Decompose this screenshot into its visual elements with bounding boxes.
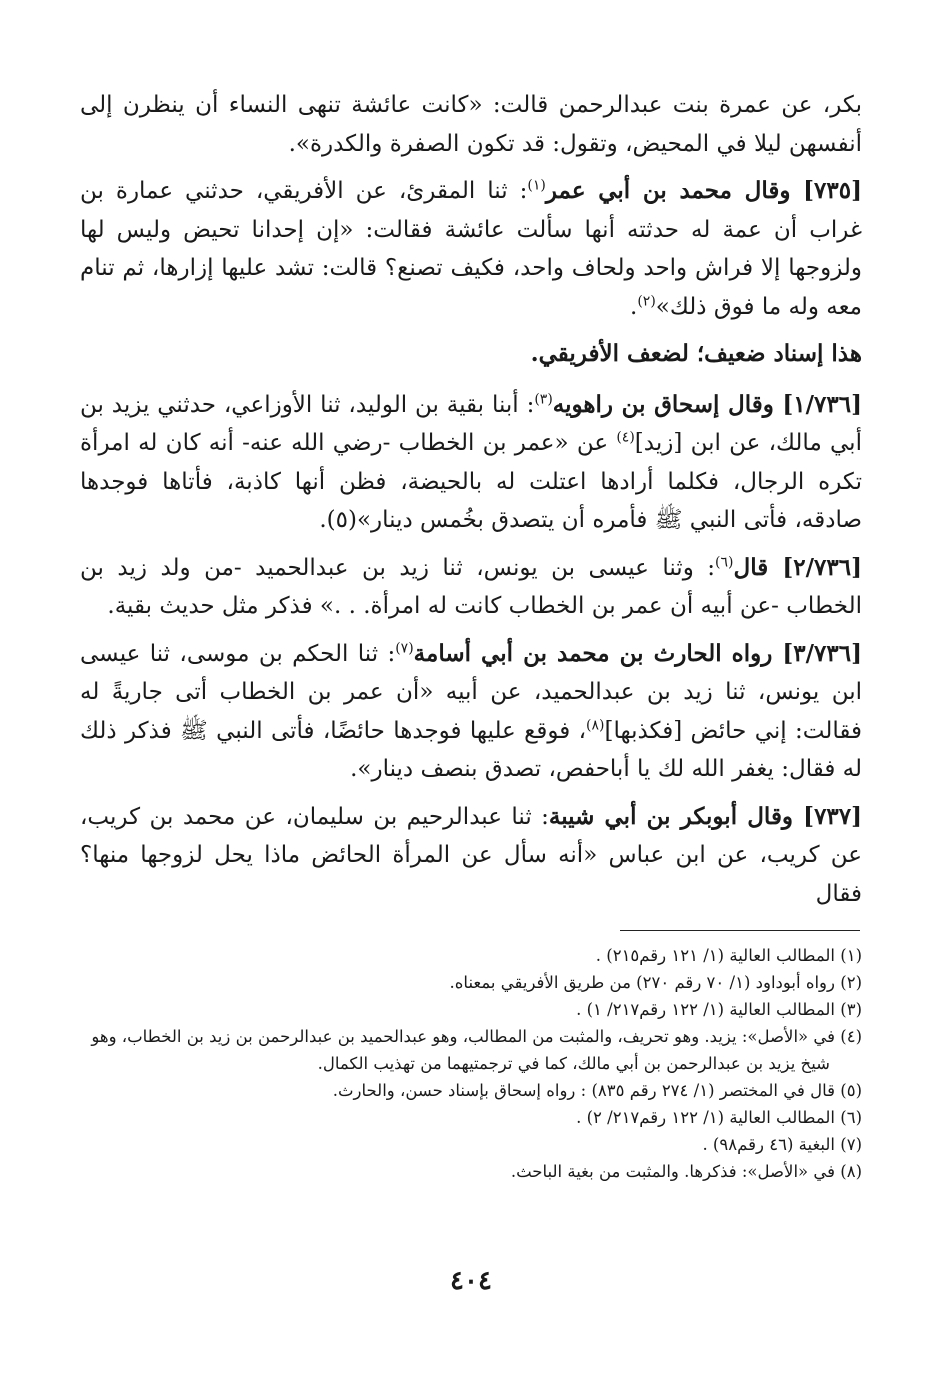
footnote-7: (٧) البغية (٤٦ رقم٩٨) . bbox=[702, 1135, 862, 1154]
narration-heading: [٧٣٥] وقال محمد بن أبي عمر bbox=[545, 177, 862, 204]
footnote-ref: (٣) bbox=[534, 390, 553, 407]
narration-heading: [١/٧٣٦] وقال إسحاق بن راهويه bbox=[552, 390, 862, 418]
paragraph-736-1 bbox=[80, 386, 862, 540]
grading-note bbox=[80, 335, 862, 374]
footnote-divider bbox=[620, 930, 860, 931]
paragraph-tail: . bbox=[630, 293, 638, 320]
footnote-6: (٦) المطالب العالية (١/ ١٢٢ رقم٢١٧/ ٢) . bbox=[576, 1108, 862, 1127]
paragraph-text: : وثنا عيسى بن يونس، ثنا زيد بن عبدالحميد -من ولد زيد بن الخطاب -عن أبيه أن عمر بن الخطاب كانت له امرأة. . .» فذكر مثل حديث بقية. bbox=[80, 554, 862, 619]
footnote-ref: (٦) bbox=[715, 553, 734, 570]
paragraph-text: : ثنا الحكم بن موسى، ثنا عيسى ابن يونس، ثنا زيد بن عبدالحميد، عن أبيه «أن عمر بن الخطاب أتى جاريةً له فقالت: إني حائض [فكذبها] bbox=[80, 640, 862, 744]
page-number: ٤٠٤ bbox=[450, 1266, 492, 1296]
footnote-5: (٥) قال في المختصر (١/ ٢٧٤ رقم ٨٣٥) : رواه إسحاق بإسناد حسن، والحارث. bbox=[332, 1081, 862, 1100]
footnote-8: (٨) في «الأصل»: فذكرها. والمثبت من بغية الباحث. bbox=[510, 1162, 862, 1181]
footnote-ref: (٢) bbox=[637, 292, 656, 309]
footnote-2: (٢) رواه أبوداود (١/ ٧٠ رقم ٢٧٠) من طريق الأفريقي بمعناه. bbox=[449, 973, 862, 992]
paragraph-1 bbox=[80, 86, 862, 163]
footnote-3: (٣) المطالب العالية (١/ ١٢٢ رقم٢١٧/ ١) . bbox=[576, 1000, 862, 1019]
paragraph-tail: عن «عمر بن الخطاب -رضي الله عنه- أنه كان له امرأة تكره الرجال، فكلما أرادها اعتلت له بالحيضة، فظن أنها كاذبة، فأتاها فوجدها صادقه، فأتى النبي ﷺ فأمره أن يتصدق بخُمس دينار»(٥). bbox=[80, 430, 862, 533]
paragraph-text: بكر، عن عمرة بنت عبدالرحمن قالت: «كانت عائشة تنهى النساء أن ينظرن إلى أنفسهن ليلا في المحيض، وتقول: قد تكون الصفرة والكدرة». bbox=[80, 92, 862, 157]
narration-heading: [٣/٧٣٦] رواه الحارث بن محمد بن أبي أسامة bbox=[413, 639, 862, 667]
grading-text: هذا إسناد ضعيف؛ لضعف الأفريقي. bbox=[530, 340, 862, 367]
footnote-ref: (٨) bbox=[586, 716, 605, 733]
narration-heading: [٧٣٧] وقال أبوبكر بن أبي شيبة bbox=[548, 802, 863, 830]
footnote-ref: (١) bbox=[527, 177, 546, 194]
paragraph-tail: ، فوقع عليها فوجدها حائضًا، فأتى النبي ﷺ فذكر ذلك له فقال: يغفر الله لك يا أباحفص، تصدق بنصف دينار». bbox=[80, 717, 862, 782]
footnote-ref: (٤) bbox=[616, 429, 635, 446]
paragraph-text: : ثنا المقرئ، عن الأفريقي، حدثني عمارة بن غراب أن عمة له حدثته أنها سألت عائشة فقالت: «إن إحدانا تحيض وليس لها ولزوجها إلا فراش واحد ولحاف واحد، فكيف تصنع؟ قالت: تشد عليها إزارها، ثم تنام معه وله ما فوق ذلك» bbox=[80, 178, 862, 320]
paragraph-736-3 bbox=[80, 635, 862, 789]
footnotes bbox=[90, 942, 862, 1185]
paragraph-737 bbox=[80, 798, 862, 914]
main-text bbox=[80, 86, 862, 922]
footnote-ref: (٧) bbox=[395, 639, 414, 656]
narration-heading: [٢/٧٣٦] قال bbox=[733, 553, 862, 581]
paragraph-735 bbox=[80, 172, 862, 326]
paragraph-text: : أبنا بقية بن الوليد، ثنا الأوزاعي، حدثني يزيد بن أبي مالك، عن ابن [زيد] bbox=[80, 391, 862, 456]
footnote-4: (٤) في «الأصل»: يزيد. وهو تحريف، والمثبت من المطالب، وهو عبدالحميد بن عبدالرحمن بن زيد بن الخطاب، وهو شيخ يزيد بن عبدالرحمن بن أبي مالك، كما في ترجمتيهما من تهذيب الكمال. bbox=[91, 1027, 862, 1073]
paragraph-text: : ثنا عبدالرحيم بن سليمان، عن محمد بن كريب، عن كريب، عن ابن عباس «أنه سأل عن المرأة الحائض ماذا يحل لزوجها منها؟ فقال bbox=[80, 803, 862, 907]
footnote-1: (١) المطالب العالية (١/ ١٢١ رقم٢١٥) . bbox=[595, 946, 862, 965]
paragraph-736-2 bbox=[80, 549, 862, 626]
